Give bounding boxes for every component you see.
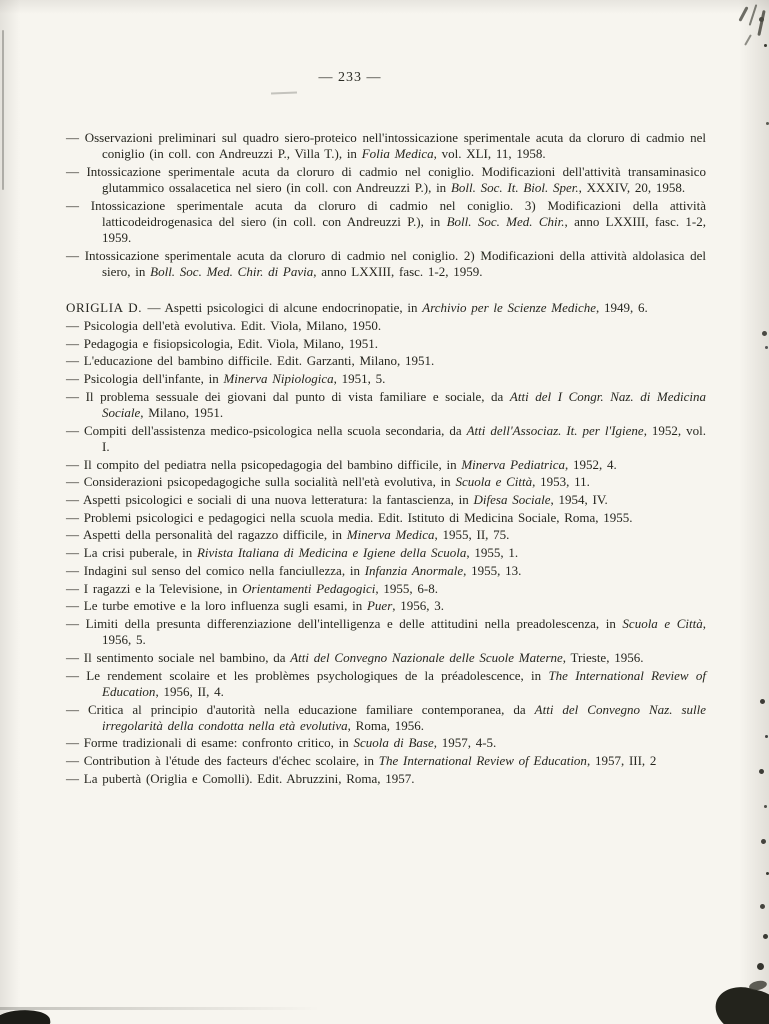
entry-text: Compiti dell'assistenza medico-psicologica nella scuola secondaria, da — [83, 422, 467, 438]
page-number: — 233 — — [318, 70, 382, 85]
scan-scratch-mark — [749, 4, 758, 26]
bibliography-entry — [66, 474, 706, 490]
bibliography-entry — [66, 581, 706, 597]
bibliography-entry — [66, 318, 706, 334]
journal-title: Rivista Italiana di Medicina e Igiene della Scuola — [196, 545, 467, 561]
entry-text: Aspetti psicologici di alcune endocrinopatie, in — [164, 300, 423, 316]
bibliography-entry — [66, 545, 706, 561]
entry-dash: — — [66, 649, 84, 665]
entry-text: Aspetti psicologici e sociali di una nuova letteratura: la fantascienza, in — [83, 492, 474, 508]
journal-title: Orientamenti Pedagogici — [242, 580, 376, 596]
journal-title: Atti dell'Associaz. It. per l'Igiene — [466, 422, 644, 438]
entry-dash: — — [66, 353, 84, 369]
entry-dash: — — [66, 735, 84, 751]
journal-title: Archivio per le Scienze Mediche — [422, 300, 596, 316]
entry-dash: — — [66, 422, 84, 438]
entry-dash: — — [66, 770, 84, 786]
bibliography-entry — [66, 130, 706, 162]
journal-title: The International Review of Education — [102, 667, 706, 699]
bibliography-entry — [66, 753, 706, 769]
entry-dash: — — [66, 197, 91, 213]
entry-text: , vol. XLI, 11, 1958. — [433, 146, 546, 162]
entry-dash: — — [66, 474, 84, 490]
entry-dash: — — [66, 371, 84, 387]
entry-text: Aspetti della personalità del ragazzo difficile, in — [83, 527, 347, 543]
journal-title: Minerva Pediatrica — [461, 456, 565, 472]
journal-title: The International Review of Education — [378, 753, 587, 769]
bibliography-entry — [66, 371, 706, 387]
journal-title: Boll. Soc. It. Biol. Sper. — [450, 180, 579, 196]
journal-title: Minerva Medica — [346, 527, 435, 543]
bibliography-entry — [66, 650, 706, 666]
entry-text: , XXXIV, 20, 1958. — [578, 180, 686, 196]
entry-dash: — — [66, 667, 87, 683]
entry-text: , 1951, 5. — [333, 371, 386, 387]
entry-text: Forme tradizionali di esame: confronto critico, in — [83, 735, 354, 751]
scan-scratch-mark — [757, 10, 765, 36]
journal-title: Atti del Convegno Nazionale delle Scuole Materne — [290, 649, 563, 665]
bibliography-entry — [66, 510, 706, 526]
entry-dash: — — [66, 753, 84, 769]
entry-text: , Roma, 1956. — [347, 717, 424, 733]
bibliography-entry — [66, 527, 706, 543]
entry-text: , 1952, vol. I. — [102, 422, 707, 454]
text-column — [66, 70, 706, 789]
entry-text: , Trieste, 1956. — [562, 649, 644, 665]
entry-text: Critica al principio d'autorità nella educazione familiare contemporanea, da — [87, 701, 535, 717]
entry-dash: — — [66, 163, 87, 179]
bibliography-entry — [66, 336, 706, 352]
entry-text: Intossicazione sperimentale acuta da cloruro di cadmio nel coniglio. 2) Modificazioni della attività aldolasica del siero, in — [84, 247, 706, 280]
entry-text: Osservazioni preliminari sul quadro siero-proteico nell'intossicazione sperimentale acuta da cloruro di cadmio nel coniglio (in coll. con Andreuzzi P., Villa T.), in — [84, 130, 706, 162]
entry-text: Limiti della presunta differenziazione dell'intelligenza e delle attitudini nella preadolescenza, in — [85, 615, 623, 631]
entry-dash: — — [66, 615, 86, 631]
bibliography-entry-author — [66, 300, 706, 316]
bibliography-entry — [66, 457, 706, 473]
entry-text: , 1953, 11. — [532, 474, 590, 490]
bibliography-entry — [66, 353, 706, 369]
entry-text: , 1957, 4-5. — [433, 735, 497, 751]
entry-text: , 1954, IV. — [550, 492, 608, 508]
entry-dash: — — [66, 562, 84, 578]
bibliography-entry — [66, 563, 706, 579]
entry-text: La crisi puberale, in — [83, 545, 197, 561]
journal-title: Boll. Soc. Med. Chir. di Pavia — [150, 264, 314, 280]
journal-title: Minerva Nipiologica — [223, 371, 334, 387]
journal-title: Folia Medica — [361, 146, 434, 162]
journal-title: Boll. Soc. Med. Chir. — [446, 214, 565, 230]
entry-dash: — — [66, 247, 85, 263]
journal-title: Atti del Convegno Naz. sulle irregolarità della condotta nella età evolutiva — [102, 701, 706, 733]
bibliography-entry — [66, 616, 706, 648]
entry-dash: — — [66, 545, 84, 561]
entry-text: , 1955, II, 75. — [434, 527, 510, 543]
entry-dash: — — [66, 527, 84, 543]
bibliography-entry — [66, 164, 706, 196]
bibliography-entry — [66, 735, 706, 751]
bibliography-entry — [66, 423, 706, 455]
bibliography-section-origlia — [66, 300, 706, 787]
entry-text: , Milano, 1951. — [140, 405, 224, 421]
entry-text: Il compito del pediatra nella psicopedagogia del bambino difficile, in — [83, 456, 462, 472]
entry-text: , 1956, 5. — [102, 615, 706, 648]
entry-text: L'educazione del bambino difficile. Edit. Garzanti, Milano, 1951. — [83, 353, 435, 369]
entry-dash: — — [147, 300, 165, 316]
bibliography-section-continuation — [66, 130, 706, 280]
entry-dash: — — [66, 130, 85, 145]
entry-text: Il problema sessuale dei giovani dal punto di vista familiare e sociale, da — [85, 388, 510, 404]
entry-text: , 1955, 13. — [463, 562, 522, 578]
entry-dash: — — [66, 335, 84, 351]
entry-text: Psicologia dell'età evolutiva. Edit. Viola, Milano, 1950. — [83, 318, 382, 334]
journal-title: Scuola di Base — [353, 735, 434, 751]
entry-text: , 1955, 6-8. — [375, 580, 438, 596]
bibliography-entry — [66, 198, 706, 247]
entry-text: I ragazzi e la Televisione, in — [83, 580, 243, 596]
bibliography-entry — [66, 492, 706, 508]
journal-title: Infanzia Anormale — [364, 562, 464, 578]
journal-title: Atti del I Congr. Naz. di Medicina Sociale — [102, 388, 707, 421]
entry-dash: — — [66, 580, 84, 596]
scan-scratch-mark — [738, 6, 748, 22]
bibliography-entry — [66, 668, 706, 700]
journal-title: Puer — [366, 598, 393, 614]
entry-dash: — — [66, 598, 84, 614]
entry-text: , anno LXXIII, fasc. 1-2, 1959. — [102, 214, 707, 246]
entry-text: , 1955, 1. — [466, 545, 519, 561]
entry-dash: — — [66, 388, 86, 404]
entry-dash: — — [66, 318, 84, 334]
scan-edge-line — [2, 30, 4, 190]
entry-text: Intossicazione sperimentale acuta da cloruro di cadmio nel coniglio. 3) Modificazioni della attività latticodeidrogenasica del siero (in coll. con Andreuzzi P.), in — [90, 197, 707, 230]
scan-corner-smudge — [0, 1007, 51, 1024]
entry-text: Le turbe emotive e la loro influenza sugli esami, in — [83, 598, 367, 614]
bibliography-entry — [66, 702, 706, 734]
entry-text: Le rendement scolaire et les problèmes psychologiques de la préadolescence, in — [86, 667, 549, 683]
bibliography-entry — [66, 598, 706, 614]
entry-dash: — — [66, 456, 84, 472]
entry-text: , 1949, 6. — [596, 300, 648, 316]
entry-text: , 1956, 3. — [392, 598, 445, 614]
journal-title: Scuola e Città — [622, 615, 703, 631]
entry-text: , 1956, II, 4. — [155, 683, 224, 699]
entry-text: Indagini sul senso del comico nella fanciullezza, in — [83, 562, 365, 578]
entry-text: Problemi psicologici e pedagogici nella scuola media. Edit. Istituto di Medicina Sociale, Roma, 1955. — [83, 509, 633, 525]
entry-dash: — — [66, 492, 84, 508]
entry-text: Intossicazione sperimentale acuta da cloruro di cadmio nel coniglio. Modificazioni dell'attività transaminasico glutammico ossalacetica nel siero (in coll. con Andreuzzi P.), in — [86, 163, 707, 196]
journal-title: Scuola e Città — [455, 474, 533, 490]
entry-text: Contribution à l'étude des facteurs d'échec scolaire, in — [83, 753, 379, 769]
author-name: ORIGLIA D. — [66, 300, 148, 316]
scan-streak — [0, 1007, 320, 1010]
entry-text: Pedagogia e fisiopsicologia, Edit. Viola, Milano, 1951. — [83, 335, 379, 351]
entry-text: , anno LXXIII, fasc. 1-2, 1959. — [313, 264, 483, 280]
entry-text: , 1957, III, 2 — [586, 753, 657, 769]
entry-text: Il sentimento sociale nel bambino, da — [83, 649, 291, 665]
scan-edge-speckles — [0, 0, 3, 3]
scan-corner-smudge — [710, 981, 769, 1024]
scan-corner-smudge — [748, 979, 767, 992]
entry-text: , 1952, 4. — [565, 456, 617, 472]
entry-text: La pubertà (Origlia e Comolli). Edit. Abruzzini, Roma, 1957. — [83, 770, 415, 786]
entry-text: Considerazioni psicopedagogiche sulla socialità nell'età evolutiva, in — [83, 474, 456, 490]
journal-title: Difesa Sociale — [473, 492, 551, 508]
bibliography-entry — [66, 771, 706, 787]
entry-text: Psicologia dell'infante, in — [83, 371, 224, 387]
bibliography-entry — [66, 248, 706, 280]
scan-scratch-mark — [744, 34, 752, 45]
bibliography-entry — [66, 389, 706, 421]
entry-dash: — — [66, 701, 88, 717]
entry-dash: — — [66, 509, 84, 525]
